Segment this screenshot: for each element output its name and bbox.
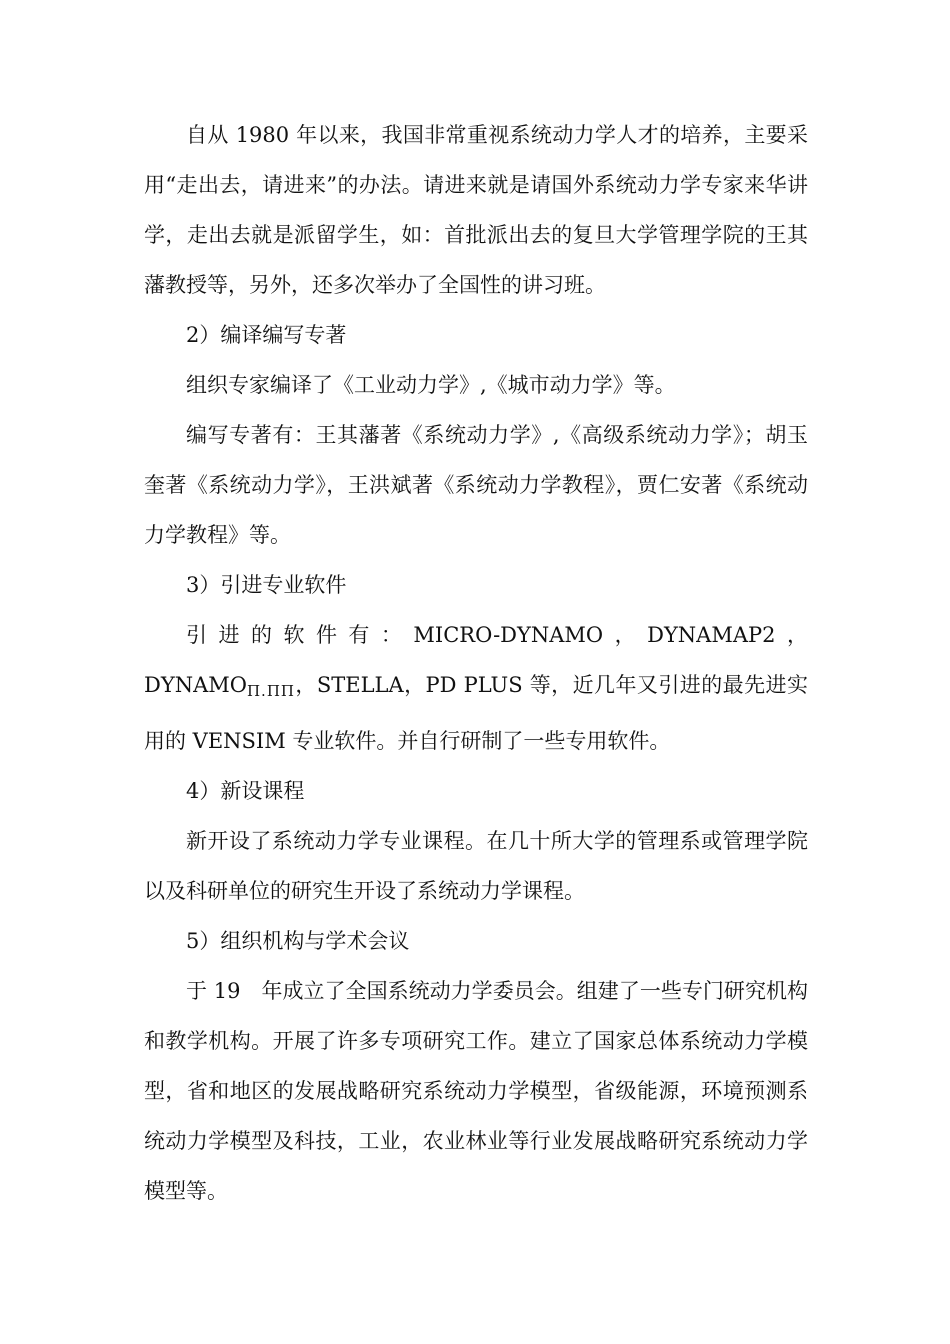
paragraph-software-list	[144, 610, 808, 766]
software-list-end: ，STELLA，PD PLUS 等，近几年又引进的最先进实用的 VENSIM 专业软件。并自行研制了一些专用软件。	[144, 673, 808, 753]
paragraph-translated-books: 组织专家编译了《工业动力学》,《城市动力学》等。	[186, 373, 676, 397]
paragraph-authored-books: 编写专著有：王其藩著《系统动力学》,《高级系统动力学》；胡玉奎著《系统动力学》，王洪斌著《系统动力学教程》，贾仁安著《系统动力学教程》等。	[144, 423, 808, 547]
heading-translation-works: 2）编译编写专著	[186, 323, 347, 347]
document-body	[144, 110, 808, 1216]
heading-new-courses: 4）新设课程	[186, 779, 305, 803]
paragraph-courses: 新开设了系统动力学专业课程。在几十所大学的管理系或管理学院以及科研单位的研究生开设了系统动力学课程。	[144, 829, 808, 903]
heading-software-import: 3）引进专业软件	[186, 573, 347, 597]
software-list-start: 引进的软件有：MICRO-DYNAMO，DYNAMAP2，DYNAMO	[144, 623, 808, 697]
paragraph-organizations: 于 19 年成立了全国系统动力学委员会。组建了一些专门研究机构和教学机构。开展了许多专项研究工作。建立了国家总体系统动力学模型，省和地区的发展战略研究系统动力学模型，省级能源，环境预测系统动力学模型及科技，工业，农业林业等行业发展战略研究系统动力学模型等。	[144, 979, 808, 1203]
heading-organizations-conferences: 5）组织机构与学术会议	[186, 929, 410, 953]
paragraph-talent-training: 自从 1980 年以来，我国非常重视系统动力学人才的培养，主要采用“走出去，请进来”的办法。请进来就是请国外系统动力学专家来华讲学，走出去就是派留学生，如：首批派出去的复旦大学管理学院的王其藩教授等，另外，还多次举办了全国性的讲习班。	[144, 123, 808, 297]
dynamo-subscript: Π.ΠΠ	[246, 682, 295, 700]
